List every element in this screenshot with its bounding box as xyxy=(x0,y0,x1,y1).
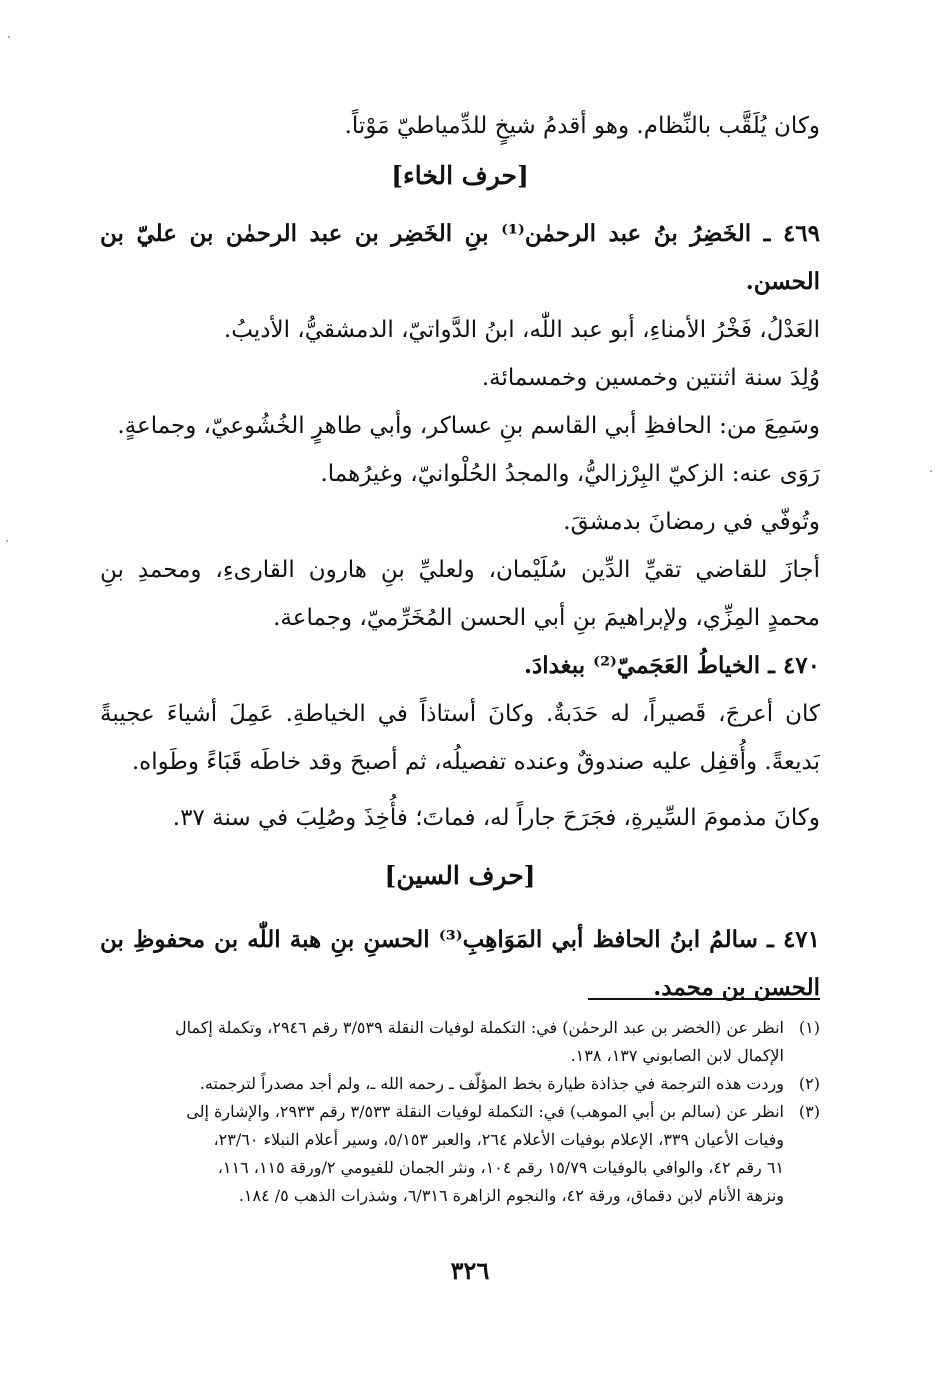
text-line: وكانَ مذمومَ السِّيرةِ، فجَرَحَ جاراً له، فماتَ؛ فأُخِذَ وصُلِبَ في سنة ٣٧. xyxy=(172,805,820,831)
text-line: بَديعةً. وأُقفِل عليه صندوقٌ وعنده تفصيلُه، ثم أصبحَ وقد خاطَه قَبَاءً وطَواه. xyxy=(131,749,820,775)
text-line: محمدٍ المِزِّي، ولإبراهيمَ بنِ أبي الحسن المُخَرِّميّ، وجماعة. xyxy=(273,605,820,631)
entry-470-title: ٤٧٠ ـ الخياطُ العَجَميّ⁽²⁾ ببغدادَ. xyxy=(523,652,820,679)
footnote-line: ونزهة الأنام لابن دقماق، ورقة ٤٢، والنجوم الزاهرة ٦/٣١٦، وشذرات الذهب ٥/ ١٨٤. xyxy=(238,1186,784,1205)
text-line: العَدْلُ، فَخْرُ الأمناءِ، أبو عبد اللّٰه، ابنُ الدَّواتيّ، الدمشقيُّ، الأديبُ. xyxy=(223,317,820,343)
footnote-line: انظر عن (سالم بن أبي الموهب) في: التكملة لوفيات النقلة ٣/٥٣٣ رقم ٢٩٣٣، والإشارة إلى xyxy=(186,1102,784,1121)
text-line: وسَمِعَ من: الحافظِ أبي القاسم بنِ عساكر، وأبي طاهرٍ الخُشُوعيّ، وجماعةٍ. xyxy=(117,413,820,439)
entry-469-title-continued: الحسن. xyxy=(745,268,820,295)
section-heading-sin: [حرف السين] xyxy=(384,861,536,890)
footnote-line: ٦١ رقم ٤٢، والوافي بالوفيات ١٥/٧٩ رقم ١٠٤، ونثر الجمان للفيومي ٢/ورقة ١١٥، ١١٦، xyxy=(217,1158,784,1177)
entry-471-title-continued: الحسن بن محمد. xyxy=(653,974,820,1001)
footnote-line: انظر عن (الخضر بن عبد الرحمٰن) في: التكملة لوفيات النقلة ٣/٥٣٩ رقم ٢٩٤٦، وتكملة إكمال xyxy=(175,1018,784,1037)
footnote-number: (٣) xyxy=(798,1102,820,1121)
footnote-line: وردت هذه الترجمة في جذاذة طيارة بخط المؤلّف ـ رحمه الله ـ، ولم أجد مصدراً لترجمته. xyxy=(199,1074,784,1093)
footnote-line: وفيات الأعيان ٣٣٩، الإعلام بوفيات الأعلام ٢٦٤، والعبر ٥/١٥٣، وسير أعلام النبلاء ٢٣/٦٠، xyxy=(213,1130,784,1149)
footnote-number: (١) xyxy=(798,1018,820,1037)
footnote-line: الإكمال لابن الصابوني ١٣٧، ١٣٨. xyxy=(570,1046,784,1065)
footnote-2 xyxy=(100,1070,820,1098)
page-number: ٣٢٦ xyxy=(450,1256,490,1285)
entry-469-title: ٤٦٩ ـ الخَضِرُ بنُ عبد الرحمٰن⁽¹⁾ بنِ الخَضِر بن عبد الرحمٰن بن عليّ بن xyxy=(100,220,820,247)
margin-dot xyxy=(930,470,932,472)
margin-dot xyxy=(6,540,8,542)
footnote-3 xyxy=(100,1098,820,1210)
footnote-1 xyxy=(100,1014,820,1070)
text-line: رَوَى عنه: الزكيّ البِرْزاليُّ، والمجدُ الحُلْوانيّ، وغيرُهما. xyxy=(320,461,820,487)
footnote-number: (٢) xyxy=(798,1074,820,1093)
text-line: كان أعرجَ، قَصيراً، له حَدَبةٌ. وكانَ أستاذاً في الخياطةِ. عَمِلَ أشياءَ عجيبةً xyxy=(100,701,820,727)
entry-471-title: ٤٧١ ـ سالمُ ابنُ الحافظ أبي المَوَاهِبِ⁽³⁾ الحسنِ بنِ هبة اللّٰه بن محفوظِ بن xyxy=(100,926,820,953)
footnote-separator xyxy=(588,998,820,1000)
text-line: وكان يُلَقَّب بالنِّظام. وهو أقدمُ شيخٍ للدِّمياطيّ مَوْتاً. xyxy=(344,113,820,139)
main-text xyxy=(100,102,820,1012)
text-line: وتُوفّي في رمضانَ بدمشقَ. xyxy=(563,509,820,535)
text-line: وُلِدَ سنة اثنتين وخمسين وخمسمائة. xyxy=(481,365,820,391)
footnotes xyxy=(100,1014,820,1210)
section-heading-khaa: [حرف الخاء] xyxy=(391,161,529,190)
text-line: أجازَ للقاضي تقيِّ الدِّين سُلَيْمان، ولعليِّ بنِ هارون القارىءِ، ومحمدِ بنِ xyxy=(100,557,820,583)
margin-dot xyxy=(8,36,10,38)
